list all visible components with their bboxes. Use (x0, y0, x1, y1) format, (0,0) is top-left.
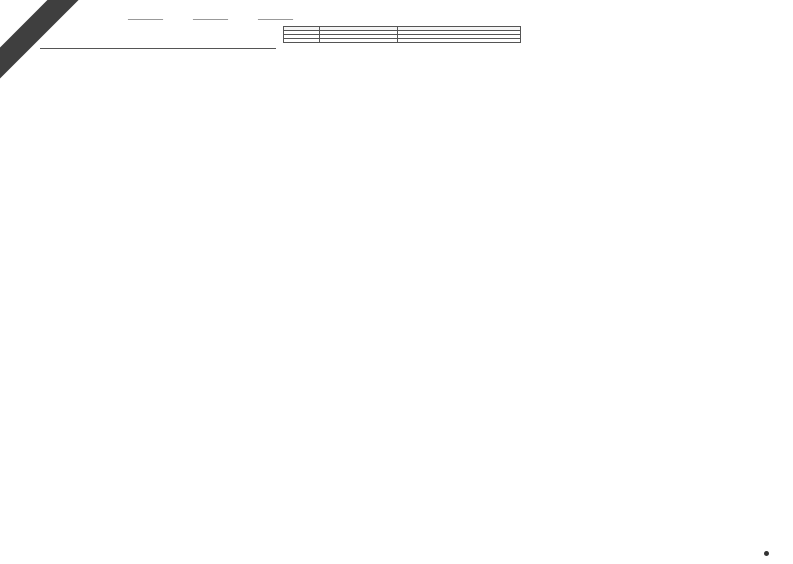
left-column (40, 30, 276, 550)
table-row (284, 39, 521, 43)
table-cell (398, 39, 521, 43)
title-divider (40, 48, 276, 49)
table-cell (320, 39, 398, 43)
score-field[interactable]: __________ (258, 12, 293, 20)
page-footer (758, 551, 775, 556)
class-field[interactable]: __________ (128, 12, 163, 20)
footer-dot-icon (764, 551, 769, 556)
table-cell (284, 39, 320, 43)
middle-column (283, 26, 521, 546)
name-field[interactable]: __________ (193, 12, 228, 20)
student-info-row (128, 12, 293, 20)
meeting-table (283, 26, 521, 43)
right-column (528, 10, 766, 540)
